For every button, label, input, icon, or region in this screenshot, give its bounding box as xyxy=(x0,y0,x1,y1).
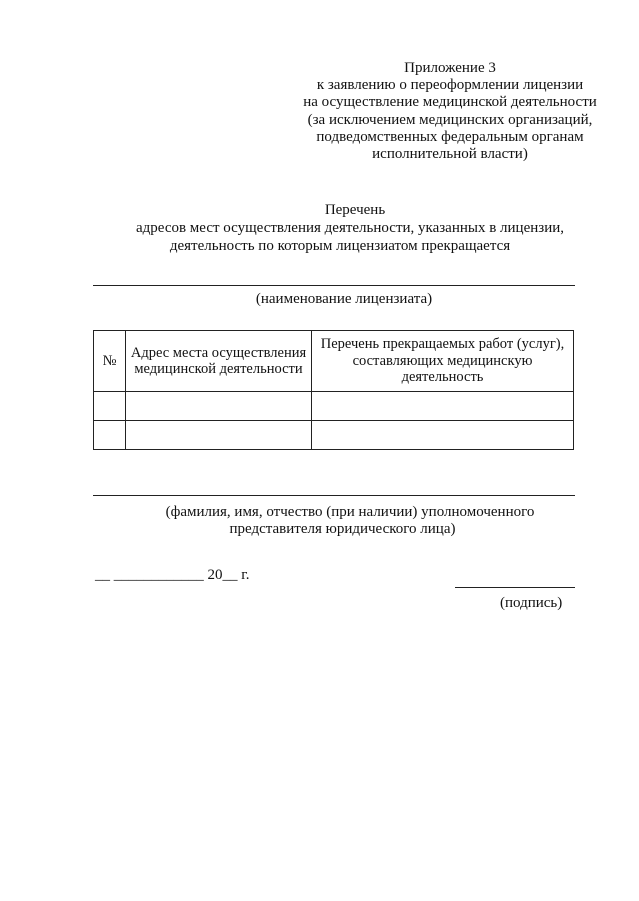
representative-name-line xyxy=(93,495,575,496)
table-header-row xyxy=(94,331,574,392)
table-cell[interactable] xyxy=(94,421,126,450)
appendix-line: к заявлению о переоформлении лицензии xyxy=(316,77,584,94)
licensee-caption: (наименование лицензиата) xyxy=(255,291,433,307)
title-line: адресов мест осуществления деятельности, указанных в лицензии, xyxy=(136,220,564,236)
title-line: деятельность по которым лицензиатом прекращается xyxy=(169,238,511,254)
table-cell[interactable] xyxy=(312,421,574,450)
title-heading: Перечень xyxy=(324,202,386,218)
table-header-address: Адрес места осуществления медицинской деятельности xyxy=(126,331,312,392)
appendix-line: подведомственных федеральным органам xyxy=(316,128,584,145)
table-cell[interactable] xyxy=(312,392,574,421)
representative-caption: представителя юридического лица) xyxy=(229,521,456,537)
appendix-line: Приложение 3 xyxy=(404,60,496,76)
licensee-name-line xyxy=(93,285,575,286)
appendix-block xyxy=(280,60,620,163)
table-row xyxy=(94,392,574,421)
document-title xyxy=(60,201,639,255)
date-line: __ ____________ 20__ г. xyxy=(95,567,250,583)
table-header-number: № xyxy=(94,331,126,392)
appendix-line: исполнительной власти) xyxy=(372,146,528,163)
representative-caption: (фамилия, имя, отчество (при наличии) уполномоченного xyxy=(165,504,535,520)
addresses-table xyxy=(93,330,574,450)
table-cell[interactable] xyxy=(126,392,312,421)
signature-caption: (подпись) xyxy=(500,595,563,611)
table-cell[interactable] xyxy=(94,392,126,421)
appendix-line: (за исключением медицинских организаций, xyxy=(307,111,593,128)
table-cell[interactable] xyxy=(126,421,312,450)
signature-line xyxy=(455,587,575,588)
table-header-services: Перечень прекращаемых работ (услуг), составляющих медицинскую деятельность xyxy=(312,331,574,392)
table-row xyxy=(94,421,574,450)
appendix-line: на осуществление медицинской деятельности xyxy=(303,94,597,111)
